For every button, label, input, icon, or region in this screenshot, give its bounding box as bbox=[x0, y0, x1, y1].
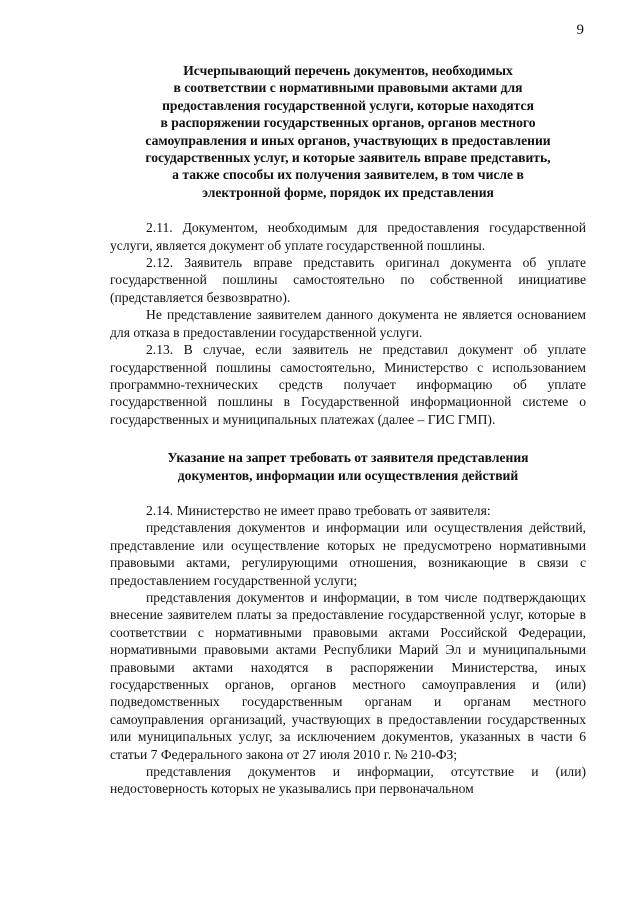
paragraph-prohibition-3: представления документов и информации, отсутствие и (или) недостоверность которых не указывались при первоначальном bbox=[110, 764, 586, 797]
heading-line: документов, информации или осуществления действий bbox=[177, 467, 519, 483]
heading-line: предоставления государственной услуги, которые находятся bbox=[162, 97, 534, 113]
section-heading-documents-list bbox=[110, 62, 586, 201]
page-number: 9 bbox=[576, 22, 584, 38]
paragraph-2-11: 2.11. Документом, необходимым для предоставления государственной услуги, является документ об уплате государственной пошлины. bbox=[110, 220, 586, 253]
page-content bbox=[110, 62, 586, 798]
paragraph-non-submission: Не представление заявителем данного документа не является основанием для отказа в предоставлении государственной услуги. bbox=[110, 307, 586, 340]
paragraph-prohibition-1: представления документов и информации или осуществления действий, представление или осуществление которых не предусмотрено нормативными правовыми актами, регулирующими отношения, возникающие в связи с предоставлением государственной услуги; bbox=[110, 520, 586, 588]
heading-line: Исчерпывающий перечень документов, необходимых bbox=[183, 63, 513, 78]
paragraph-2-13: 2.13. В случае, если заявитель не представил документ об уплате государственной пошлины самостоятельно, Министерство с использованием программно-технических средств получает информацию об уплате государственной пошлины в Государственной информационной системе о государственных и муниципальных платежах (далее – ГИС ГМП). bbox=[110, 342, 586, 427]
section-heading-prohibition bbox=[110, 449, 586, 484]
heading-line: государственных услуг, и которые заявитель вправе представить, bbox=[145, 150, 551, 166]
heading-line: самоуправления и иных органов, участвующих в предоставлении bbox=[145, 132, 551, 148]
paragraph-2-14: 2.14. Министерство не имеет право требовать от заявителя: bbox=[146, 502, 491, 518]
heading-line: в распоряжении государственных органов, органов местного bbox=[160, 115, 536, 131]
heading-line: а также способы их получения заявителем, в том числе в bbox=[172, 167, 524, 183]
heading-line: в соответствии с нормативными правовыми актами для bbox=[173, 80, 523, 96]
paragraph-prohibition-2: представления документов и информации, в том числе подтверждающих внесение заявителем платы за предоставление государственной услуг, которые в соответствии с нормативными правовыми актами Российской Федерации, нормативными правовыми актами Республики Марий Эл и муниципальными правовыми актами находятся в распоряжении Министерства, иных государственных органов, органов местного самоуправления и (или) подведомственных государственным органам и органам местного самоуправления организаций, участвующих в предоставлении государственных или муниципальных услуг, за исключением документов, указанных в части 6 статьи 7 Федерального закона от 27 июля 2010 г. № 210-ФЗ; bbox=[110, 589, 586, 762]
paragraph-2-12: 2.12. Заявитель вправе представить оригинал документа об уплате государственной пошлины самостоятельно по собственной инициативе (представляется безвозвратно). bbox=[110, 255, 586, 305]
heading-line: Указание на запрет требовать от заявителя представления bbox=[167, 450, 529, 466]
heading-line: электронной форме, порядок их представления bbox=[202, 184, 494, 200]
